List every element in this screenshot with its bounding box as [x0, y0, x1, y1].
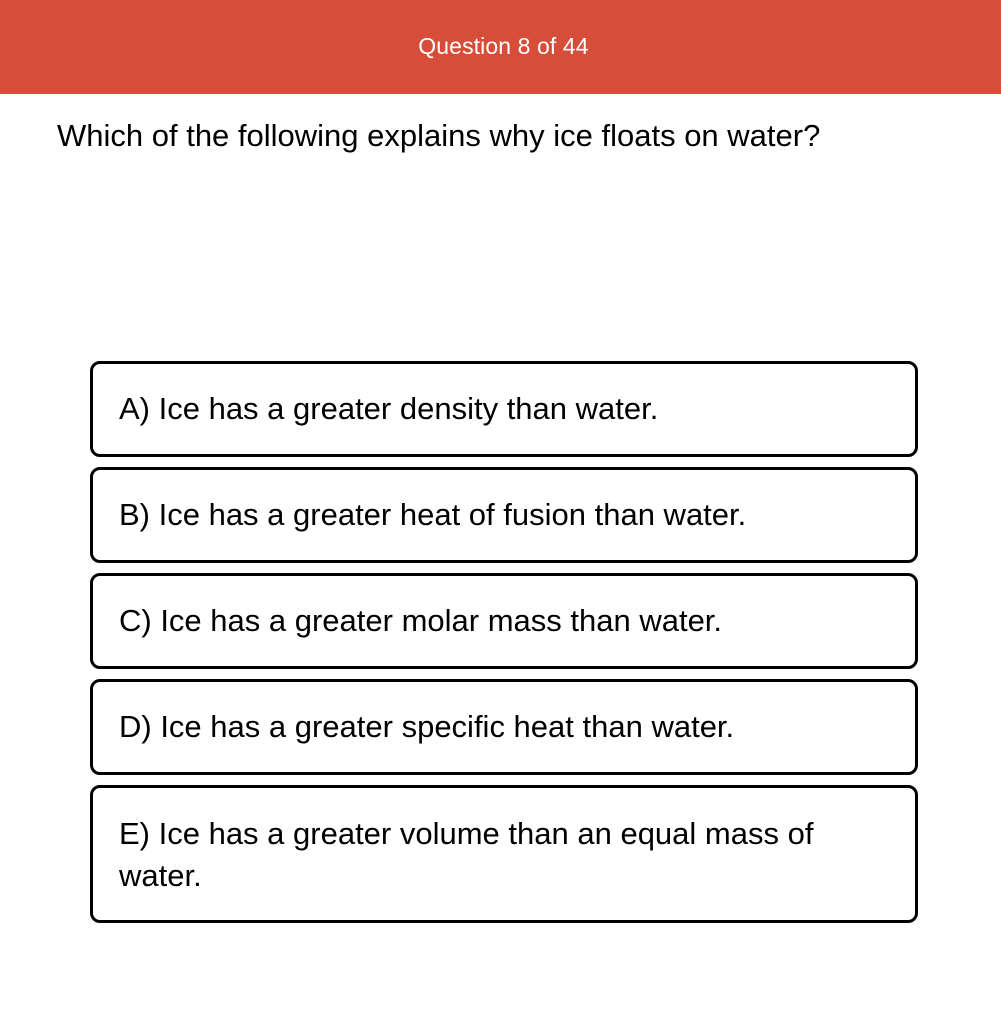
answer-option-b-label: B) Ice has a greater heat of fusion than water.	[119, 497, 747, 532]
question-counter: Question 8 of 44	[418, 32, 589, 59]
answer-option-e[interactable]	[90, 785, 918, 923]
answer-option-c[interactable]	[90, 573, 918, 669]
answer-options-list	[90, 361, 918, 933]
answer-option-e-label: E) Ice has a greater volume than an equal mass of water.	[119, 816, 814, 893]
answer-option-c-label: C) Ice has a greater molar mass than water.	[119, 603, 723, 638]
question-header-bar	[0, 0, 1001, 94]
answer-option-a[interactable]	[90, 361, 918, 457]
answer-option-b[interactable]	[90, 467, 918, 563]
answer-option-d[interactable]	[90, 679, 918, 775]
answer-option-a-label: A) Ice has a greater density than water.	[119, 391, 659, 426]
question-prompt: Which of the following explains why ice floats on water?	[57, 118, 821, 153]
answer-option-d-label: D) Ice has a greater specific heat than water.	[119, 709, 735, 744]
